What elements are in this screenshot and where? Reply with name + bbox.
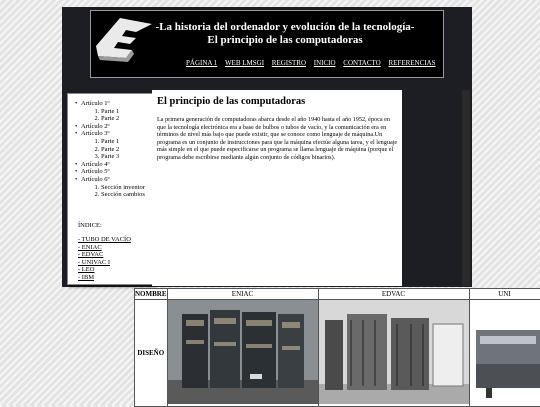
nav-link-referencias[interactable]: REFERENCIAS: [388, 59, 436, 67]
sidebar-item-articulo-3[interactable]: Artículo 3º: [81, 130, 110, 138]
content-heading: El principio de las computadoras: [157, 96, 306, 107]
edvac-photo: [318, 300, 469, 407]
top-nav: [186, 59, 442, 67]
sidebar-item-articulo-1[interactable]: Artículo 1º: [81, 100, 110, 107]
sidebar-item-articulo-6[interactable]: Artículo 6º: [81, 175, 110, 183]
title-line-2: El principio de las computadoras: [207, 34, 363, 46]
content-scrollbar[interactable]: [462, 90, 470, 286]
main-content: [152, 90, 402, 286]
sidebar-subitem[interactable]: 2. Parte 2: [101, 115, 145, 123]
index-link-eniac[interactable]: - ENIAC: [78, 243, 102, 251]
eniac-photo: [167, 300, 318, 407]
eniac-image: [168, 300, 318, 404]
sidebar: [67, 93, 153, 285]
sidebar-subitem[interactable]: 1. Parte 1: [101, 138, 145, 146]
nav-link-web-lmsgi[interactable]: WEB LMSGI: [224, 59, 265, 67]
univac-image: [470, 300, 540, 404]
nav-link-pagina-1[interactable]: PÁGINA 1: [186, 59, 218, 67]
column-header-edvac: EDVAC: [318, 289, 469, 300]
index-link-edvac[interactable]: - EDVAC: [78, 251, 104, 259]
table-corner-header: NOMBRE: [135, 290, 167, 298]
index-link-univac[interactable]: - UNIVAC I: [78, 258, 111, 266]
sidebar-item-articulo-4[interactable]: Artículo 4º: [81, 160, 110, 168]
nav-link-contacto[interactable]: CONTACTO: [343, 59, 381, 67]
univac-photo: [469, 300, 540, 407]
article-tree: [72, 100, 145, 199]
edvac-image: [319, 300, 469, 404]
index-list: [78, 236, 131, 282]
page-title: [145, 21, 425, 47]
index-link-ibm[interactable]: - IBM: [78, 273, 95, 281]
comparison-table: [134, 288, 540, 407]
column-header-eniac: ENIAC: [167, 289, 318, 300]
index-link-tubo-de-vacio[interactable]: - TUBO DE VACÍO: [78, 236, 131, 243]
sidebar-subitem[interactable]: 3. Parte 3: [101, 153, 145, 161]
title-line-1: -La historia del ordenador y evolución de la tecnología-: [155, 21, 415, 33]
content-paragraph: La primera generación de computadoras abarca desde el año 1940 hasta el año 1952, época en que la tecnología electrónica era a base de bulbos o tubos de vacío, y la comunicación era en términos de nivel más bajo que puede existir, que se conoce como lenguaje de máquina.Un programa es un conjunto de instrucciones para que la máquina efectúe alguna tarea, y el lenguaje más simple en el que puede especificarse un programa se llama lenguaje de máquina (porque el programa debe escribirse mediante algún conjunto de códigos binarios).: [157, 116, 398, 161]
row-label-diseno: DISEÑO: [135, 300, 168, 407]
sidebar-subitem[interactable]: 2. Sección cambios: [101, 191, 145, 199]
sidebar-item-articulo-2[interactable]: Artículo 2º: [81, 122, 110, 130]
column-header-univac: UNI: [469, 289, 540, 300]
sidebar-subitem[interactable]: 2. Parte 2: [101, 146, 145, 154]
sidebar-subitem[interactable]: 1. Sección inventor: [101, 184, 145, 192]
index-title: ÍNDICE:: [78, 222, 102, 229]
nav-link-inicio[interactable]: INICIO: [313, 59, 336, 67]
sidebar-subitem[interactable]: 1. Parte 1: [101, 108, 145, 116]
nav-link-registro[interactable]: REGISTRO: [271, 59, 307, 67]
index-link-leo[interactable]: - LEO: [78, 266, 95, 274]
sidebar-item-articulo-5[interactable]: Artículo 5º: [81, 168, 110, 176]
